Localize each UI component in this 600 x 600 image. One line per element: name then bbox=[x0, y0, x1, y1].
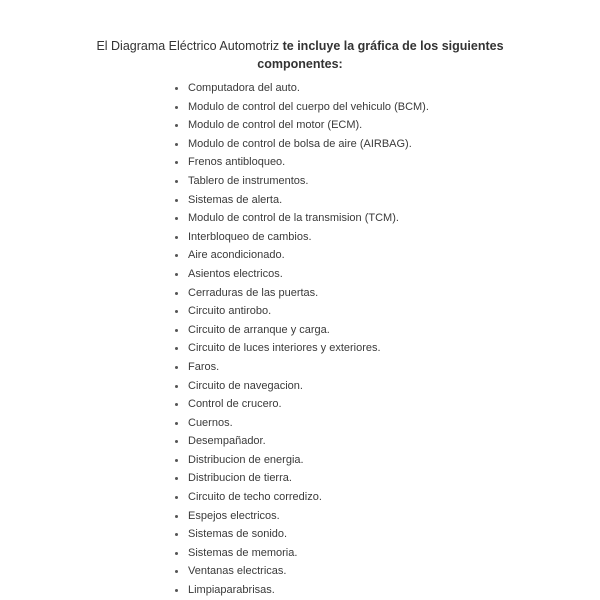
component-list-item bbox=[172, 98, 429, 117]
component-list-item-label: Cerraduras de las puertas. bbox=[188, 286, 319, 299]
component-list-item-label: Ventanas electricas. bbox=[188, 565, 287, 578]
component-list-item-label: Limpiaparabrisas. bbox=[188, 584, 275, 597]
component-list-item-label: Distribucion de energia. bbox=[188, 453, 304, 466]
bullet-icon bbox=[175, 422, 178, 425]
bullet-icon bbox=[175, 199, 178, 202]
component-list-item bbox=[172, 302, 429, 321]
component-list-item-label: Espejos electricos. bbox=[188, 509, 280, 522]
component-list-item-label: Aire acondicionado. bbox=[188, 249, 285, 262]
bullet-icon bbox=[175, 143, 178, 146]
component-list-item-label: Modulo de control de la transmision (TCM). bbox=[188, 212, 399, 225]
bullet-icon bbox=[175, 87, 178, 90]
component-list-item-label: Cuernos. bbox=[188, 416, 233, 429]
bullet-icon bbox=[175, 440, 178, 443]
bullet-icon bbox=[175, 459, 178, 462]
bullet-icon bbox=[175, 515, 178, 518]
component-list-item-label: Circuito antirobo. bbox=[188, 305, 272, 318]
bullet-icon bbox=[175, 161, 178, 164]
component-list-item bbox=[172, 135, 429, 154]
component-list-item-label: Asientos electricos. bbox=[188, 267, 283, 280]
bullet-icon bbox=[175, 589, 178, 592]
component-list-item bbox=[172, 321, 429, 340]
component-list-item-label: Sistemas de memoria. bbox=[188, 546, 298, 559]
component-list-item bbox=[172, 246, 429, 265]
bullet-icon bbox=[175, 310, 178, 313]
bullet-icon bbox=[175, 106, 178, 109]
component-list-item bbox=[172, 339, 429, 358]
component-list-item-label: Distribucion de tierra. bbox=[188, 472, 292, 485]
component-list-item-label: Interbloqueo de cambios. bbox=[188, 230, 312, 243]
component-list-item-label: Circuito de navegacion. bbox=[188, 379, 303, 392]
bullet-icon bbox=[175, 254, 178, 257]
component-list-item bbox=[172, 507, 429, 526]
bullet-icon bbox=[175, 329, 178, 332]
component-list-item-label: Control de crucero. bbox=[188, 398, 282, 411]
bullet-icon bbox=[175, 496, 178, 499]
component-list-item-label: Modulo de control de bolsa de aire (AIRBAG). bbox=[188, 137, 412, 150]
bullet-icon bbox=[175, 366, 178, 369]
bullet-icon bbox=[175, 217, 178, 220]
component-list-item bbox=[172, 451, 429, 470]
bullet-icon bbox=[175, 180, 178, 183]
component-list-item-label: Circuito de techo corredizo. bbox=[188, 491, 322, 504]
bullet-icon bbox=[175, 552, 178, 555]
component-list-item bbox=[172, 79, 429, 98]
component-list-item-label: Circuito de arranque y carga. bbox=[188, 323, 330, 336]
component-list-item bbox=[172, 562, 429, 581]
component-list-item bbox=[172, 469, 429, 488]
component-list-item-label: Frenos antibloqueo. bbox=[188, 156, 286, 169]
bullet-icon bbox=[175, 533, 178, 536]
component-list-item-label: Computadora del auto. bbox=[188, 82, 300, 94]
intro-heading-bold: te incluye la gráfica de los siguientes componentes: bbox=[257, 39, 504, 71]
component-list-item-label: Circuito de luces interiores y exteriores. bbox=[188, 342, 381, 355]
intro-heading bbox=[80, 37, 520, 73]
bullet-icon bbox=[175, 477, 178, 480]
component-list-item-label: Sistemas de sonido. bbox=[188, 528, 288, 541]
component-list-item bbox=[172, 209, 429, 228]
component-list-item-label: Modulo de control del motor (ECM). bbox=[188, 119, 363, 132]
bullet-icon bbox=[175, 385, 178, 388]
component-list-item-label: Faros. bbox=[188, 360, 220, 373]
component-list-item bbox=[172, 172, 429, 191]
component-list-item-label: Desempañador. bbox=[188, 435, 266, 448]
component-list-item bbox=[172, 581, 429, 600]
component-list-item bbox=[172, 116, 429, 135]
component-list-item bbox=[172, 544, 429, 563]
component-list-item bbox=[172, 153, 429, 172]
component-list-item bbox=[172, 525, 429, 544]
component-list-item bbox=[172, 284, 429, 303]
component-list-item-label: Tablero de instrumentos. bbox=[188, 174, 309, 187]
component-list-item-label: Sistemas de alerta. bbox=[188, 193, 283, 206]
bullet-icon bbox=[175, 292, 178, 295]
bullet-icon bbox=[175, 570, 178, 573]
bullet-icon bbox=[175, 124, 178, 127]
component-list-item bbox=[172, 228, 429, 247]
component-list-item bbox=[172, 488, 429, 507]
component-list-item bbox=[172, 377, 429, 396]
component-list-item bbox=[172, 432, 429, 451]
components-list bbox=[172, 79, 429, 600]
bullet-icon bbox=[175, 403, 178, 406]
component-list-item bbox=[172, 395, 429, 414]
bullet-icon bbox=[175, 273, 178, 276]
component-list-item bbox=[172, 358, 429, 377]
component-list-item-label: Modulo de control del cuerpo del vehiculo (BCM). bbox=[188, 100, 429, 113]
component-list-item bbox=[172, 265, 429, 284]
component-list-item bbox=[172, 191, 429, 210]
bullet-icon bbox=[175, 236, 178, 239]
intro-heading-normal: El Diagrama Eléctrico Automotriz bbox=[96, 39, 280, 53]
component-list-item bbox=[172, 414, 429, 433]
bullet-icon bbox=[175, 347, 178, 350]
